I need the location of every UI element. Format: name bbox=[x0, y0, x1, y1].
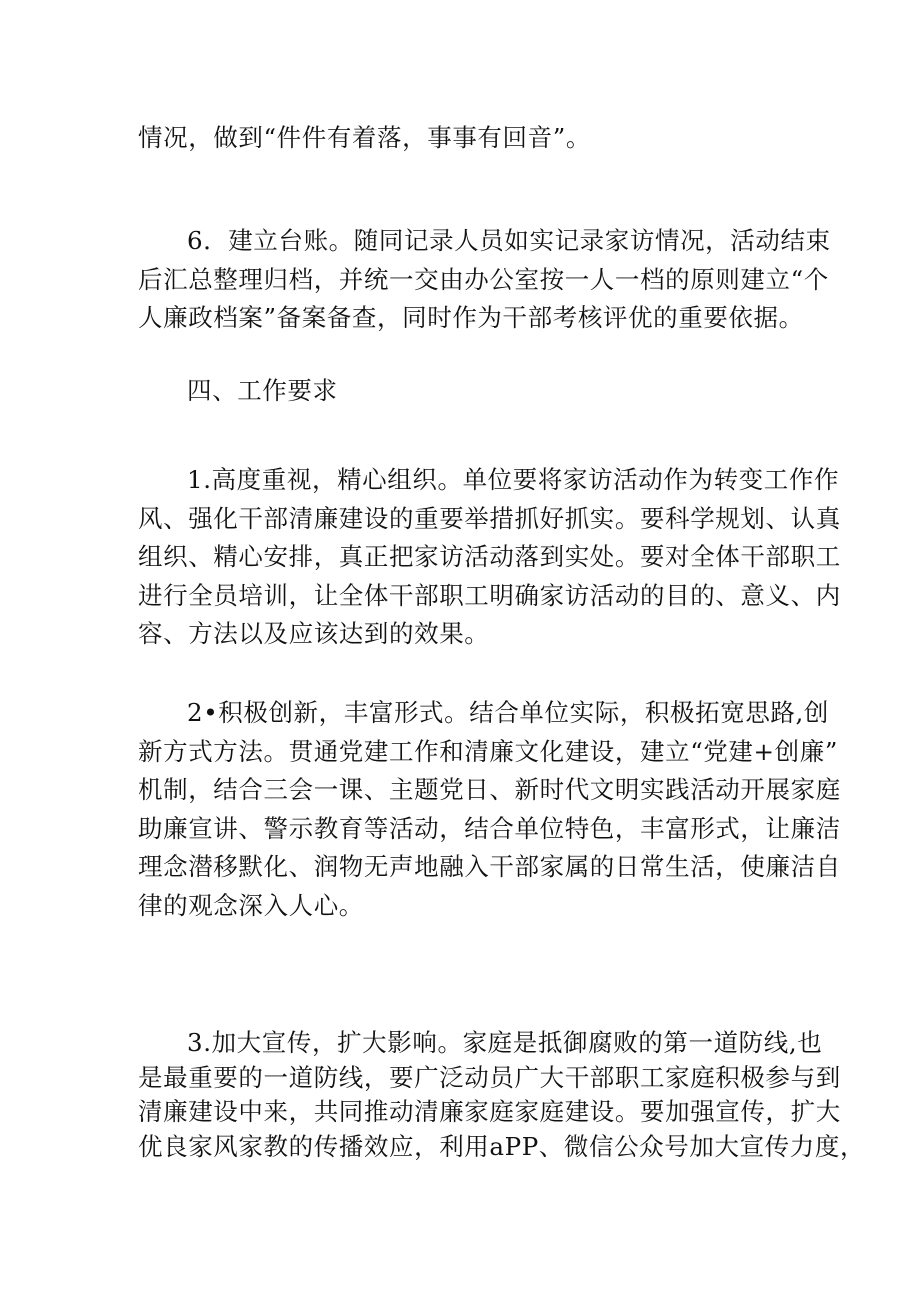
section-heading bbox=[138, 372, 798, 411]
text-line: 后汇总整理归档，并统一交由办公室按一人一档的原则建立“个 bbox=[138, 264, 829, 294]
text-line: 优良家风家教的传播效应，利用aPP、微信公众号加大宣传力度， bbox=[138, 1131, 866, 1161]
text-line: 律的观念深入人心。 bbox=[138, 890, 364, 920]
text-line: 新方式方法。贯通党建工作和清廉文化建设，建立“党建+创廉” bbox=[138, 736, 838, 766]
text-line: 理念潜移默化、润物无声地融入干部家属的日常生活，使廉洁自 bbox=[138, 852, 841, 882]
text-line: 是最重要的一道防线，要广泛动员广大干部职工家庭积极参与到 bbox=[138, 1062, 841, 1092]
text-line: 助廉宣讲、警示教育等活动，结合单位特色，丰富形式，让廉洁 bbox=[138, 813, 841, 843]
text-line: 机制，结合三会一课、主题党日、新时代文明实践活动开展家庭 bbox=[138, 775, 841, 805]
requirement-2-paragraph bbox=[138, 694, 841, 926]
item-6-paragraph bbox=[138, 222, 831, 338]
text-line: 风、强化干部清廉建设的重要举措抓好抓实。要科学规划、认真 bbox=[138, 503, 841, 533]
text-line: 组织、精心安排，真正把家访活动落到实处。要对全体干部职工 bbox=[138, 542, 841, 572]
requirement-3-paragraph bbox=[138, 1026, 866, 1164]
continuation-paragraph bbox=[138, 119, 798, 158]
text-line: 容、方法以及应该达到的效果。 bbox=[138, 619, 490, 649]
text-line: 进行全员培训，让全体干部职工明确家访活动的目的、意义、内 bbox=[138, 580, 841, 610]
requirement-1-paragraph bbox=[138, 461, 841, 654]
text-line: 3.加大宣传，扩大影响。家庭是抵御腐败的第一道防线,也 bbox=[187, 1028, 823, 1057]
text-line: 人廉政档案”备案备查，同时作为干部考核评优的重要依据。 bbox=[138, 303, 804, 333]
text-line: 6．建立台账。随同记录人员如实记录家访情况，活动结束 bbox=[187, 226, 831, 255]
heading-text: 四、工作要求 bbox=[187, 376, 338, 405]
text-line: 2•积极创新，丰富形式。结合单位实际，积极拓宽思路,创 bbox=[187, 698, 830, 727]
text-line: 1.高度重视，精心组织。单位要将家访活动作为转变工作作 bbox=[187, 465, 840, 494]
text-line: 清廉建设中来，共同推动清廉家庭家庭建设。要加强宣传，扩大 bbox=[138, 1097, 841, 1126]
text-line: 情况，做到“件件有着落，事事有回音”。 bbox=[138, 123, 591, 152]
